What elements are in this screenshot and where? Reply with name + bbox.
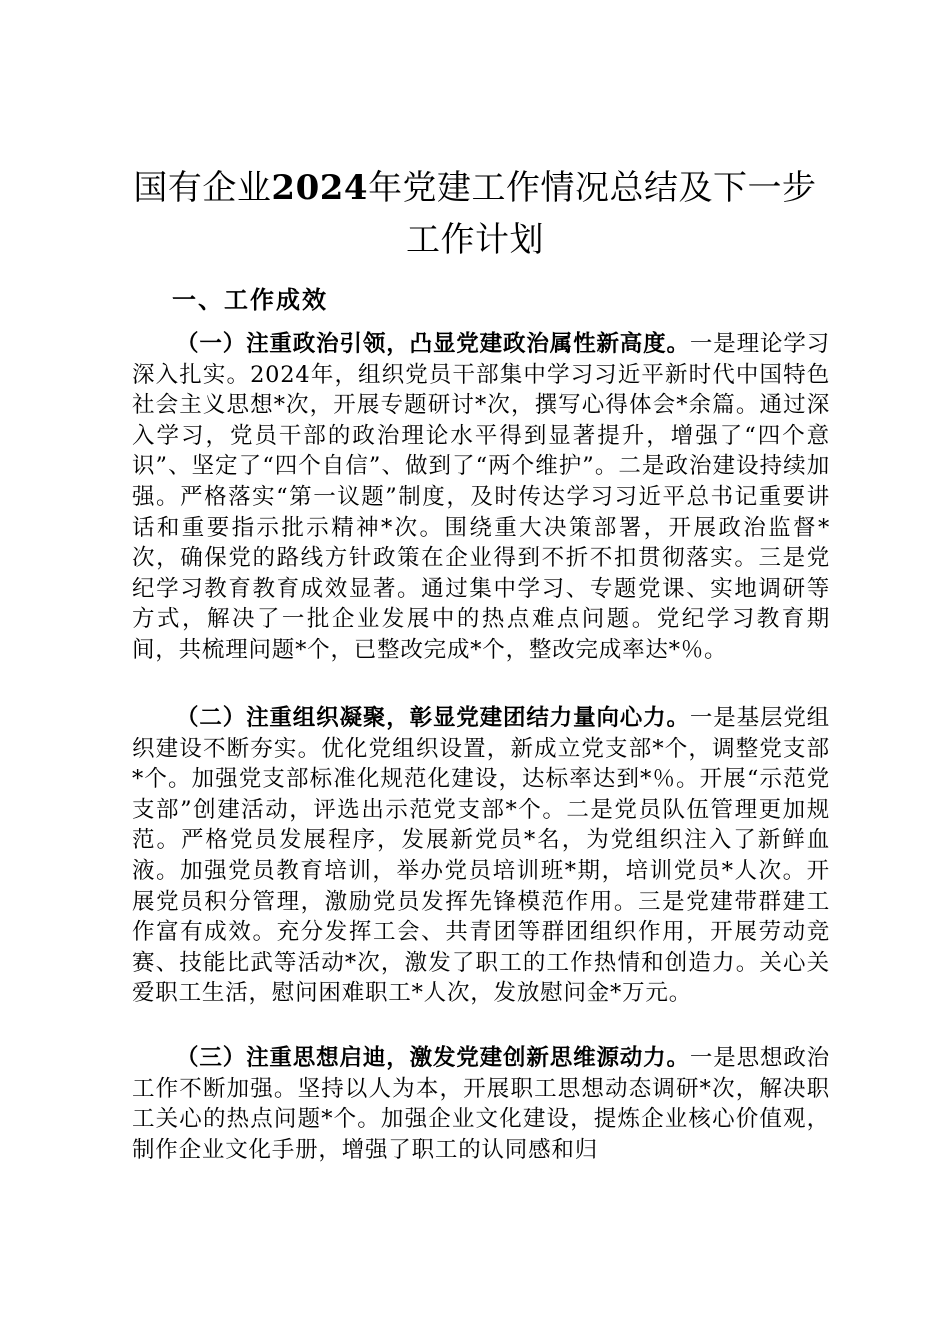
title-year: 2024 (271, 168, 369, 208)
section-heading: 一、工作成效 (172, 285, 328, 314)
paragraph-2 (132, 703, 830, 1009)
title-text-part-2: 年党建工作情况总结及下一步 (368, 168, 817, 208)
paragraph-1-lead: （一）注重政治引领，凸显党建政治属性新高度。 (176, 331, 690, 357)
document-title-line-1 (120, 164, 830, 212)
paragraph-2-body: 一是基层党组织建设不断夯实。优化党组织设置，新成立党支部*个，调整党支部*个。加强党支部标准化规范化建设，达标率达到*％。开展“示范党支部”创建活动，评选出示范党支部*个。二是党员队伍管理更加规范。严格党员发展程序，发展新党员*名，为党组织注入了新鲜血液。加强党员教育培训，举办党员培训班*期，培训党员*人次。开展党员积分管理，激励党员发挥先锋模范作用。三是党建带群建工作富有成效。充分发挥工会、共青团等群团组织作用，开展劳动竞赛、技能比武等活动*次，激发了职工的工作热情和创造力。关心关爱职工生活，慰问困难职工*人次，发放慰问金*万元。 (132, 705, 830, 1007)
title-text-part-1: 国有企业 (133, 168, 272, 208)
paragraph-3 (132, 1043, 830, 1165)
document-title-line-2: 工作计划 (406, 220, 544, 260)
paragraph-2-lead: （二）注重组织凝聚，彰显党建团结力量向心力。 (176, 705, 690, 731)
paragraph-3-body: 一是思想政治工作不断加强。坚持以人为本，开展职工思想动态调研*次，解决职工关心的热点问题*个。加强企业文化建设，提炼企业核心价值观，制作企业文化手册，增强了职工的认同感和归 (132, 1045, 830, 1163)
paragraph-3-lead: （三）注重思想启迪，激发党建创新思维源动力。 (176, 1045, 690, 1071)
paragraph-1-body: 一是理论学习深入扎实。2024年，组织党员干部集中学习习近平新时代中国特色社会主义思想*次，开展专题研讨*次，撰写心得体会*余篇。通过深入学习，党员干部的政治理论水平得到显著提升，增强了“四个意识”、坚定了“四个自信”、做到了“两个维护”。二是政治建设持续加强。严格落实“第一议题”制度，及时传达学习习近平总书记重要讲话和重要指示批示精神*次。围绕重大决策部署，开展政治监督*次，确保党的路线方针政策在企业得到不折不扣贯彻落实。三是党纪学习教育教育成效显著。通过集中学习、专题党课、实地调研等方式，解决了一批企业发展中的热点难点问题。党纪学习教育期间，共梳理问题*个，已整改完成*个，整改完成率达*％。 (132, 331, 830, 663)
paragraph-1 (132, 329, 830, 666)
